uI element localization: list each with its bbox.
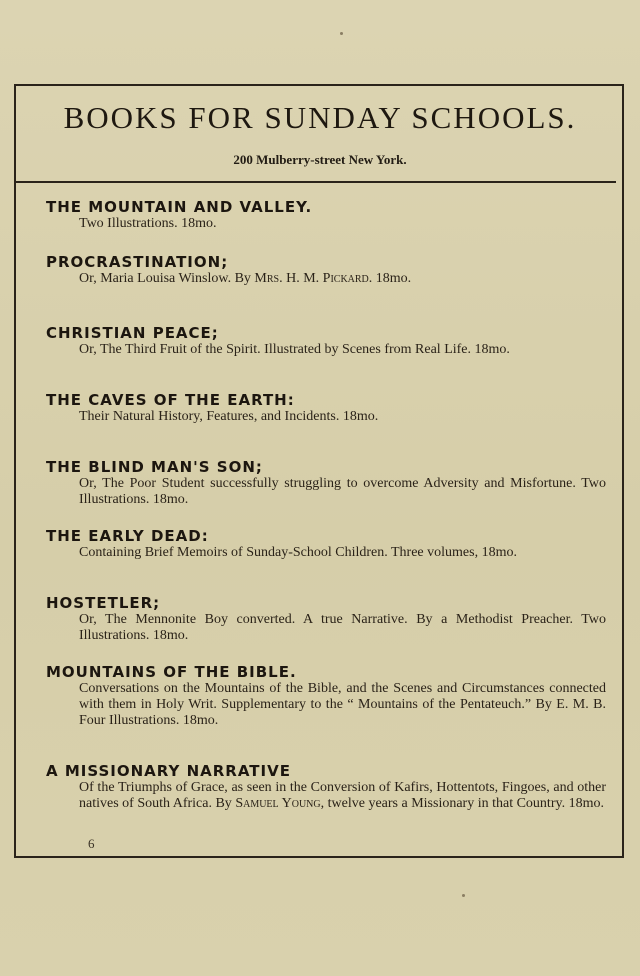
description-text: twelve years a Missionary in that Country. 18mo. <box>324 796 604 811</box>
page-title: BOOKS FOR SUNDAY SCHOOLS. <box>63 100 577 135</box>
book-title: THE MOUNTAIN AND VALLEY. <box>46 198 313 216</box>
author-name: Mrs. H. M. Pickard. <box>254 271 373 286</box>
book-description: Their Natural History, Features, and Incidents. 18mo. <box>79 409 379 424</box>
book-title: HOSTETLER; <box>46 594 161 612</box>
paper-speck <box>462 894 465 897</box>
description-text: Of the Triumphs of Grace, as seen in the Conversion of Kafirs, Hottentots, Fingoes, and other natives of South Africa. By <box>79 780 606 811</box>
book-description: Two Illustrations. 18mo. <box>79 216 217 231</box>
book-title: THE BLIND MAN'S SON; <box>46 458 263 476</box>
book-entry <box>46 527 606 561</box>
description-text: Or, Maria Louisa Winslow. By <box>79 271 255 286</box>
book-description: Containing Brief Memoirs of Sunday-School Children. Three volumes, 18mo. <box>79 545 517 560</box>
book-entry <box>46 198 606 232</box>
book-entry <box>46 253 606 287</box>
book-description <box>79 780 606 812</box>
book-entry <box>46 663 606 729</box>
header-rule <box>16 181 616 183</box>
book-description: Or, The Poor Student successfully struggling to overcome Adversity and Misfortune. Two Illustrations. 18mo. <box>79 476 606 507</box>
book-description: Or, The Mennonite Boy converted. A true Narrative. By a Methodist Preacher. Two Illustrations. 18mo. <box>79 612 606 643</box>
description-text: 18mo. <box>372 271 412 286</box>
book-description: Or, The Third Fruit of the Spirit. Illustrated by Scenes from Real Life. 18mo. <box>79 342 510 357</box>
book-title: A MISSIONARY NARRATIVE <box>46 762 291 780</box>
book-title: THE CAVES OF THE EARTH: <box>46 391 295 409</box>
book-description: Conversations on the Mountains of the Bible, and the Scenes and Circumstances connected with them in Holy Writ. Supplementary to the “ Mountains of the Pentateuch.” By E. M. B. Four Illustrations. 18mo. <box>79 681 606 728</box>
paper-speck <box>340 32 343 35</box>
book-title: PROCRASTINATION; <box>46 253 229 271</box>
book-title: CHRISTIAN PEACE; <box>46 324 219 342</box>
book-entry <box>46 594 606 644</box>
book-description <box>79 271 606 287</box>
book-title: MOUNTAINS OF THE BIBLE. <box>46 663 297 681</box>
publisher-address: 200 Mulberry-street New York. <box>233 152 407 167</box>
book-entry <box>46 324 606 358</box>
book-entry <box>46 458 606 508</box>
book-title: THE EARLY DEAD: <box>46 527 209 545</box>
page-number: 6 <box>88 836 95 851</box>
author-name: Samuel Young, <box>235 796 325 811</box>
book-entry <box>46 391 606 425</box>
book-entry <box>46 762 606 812</box>
